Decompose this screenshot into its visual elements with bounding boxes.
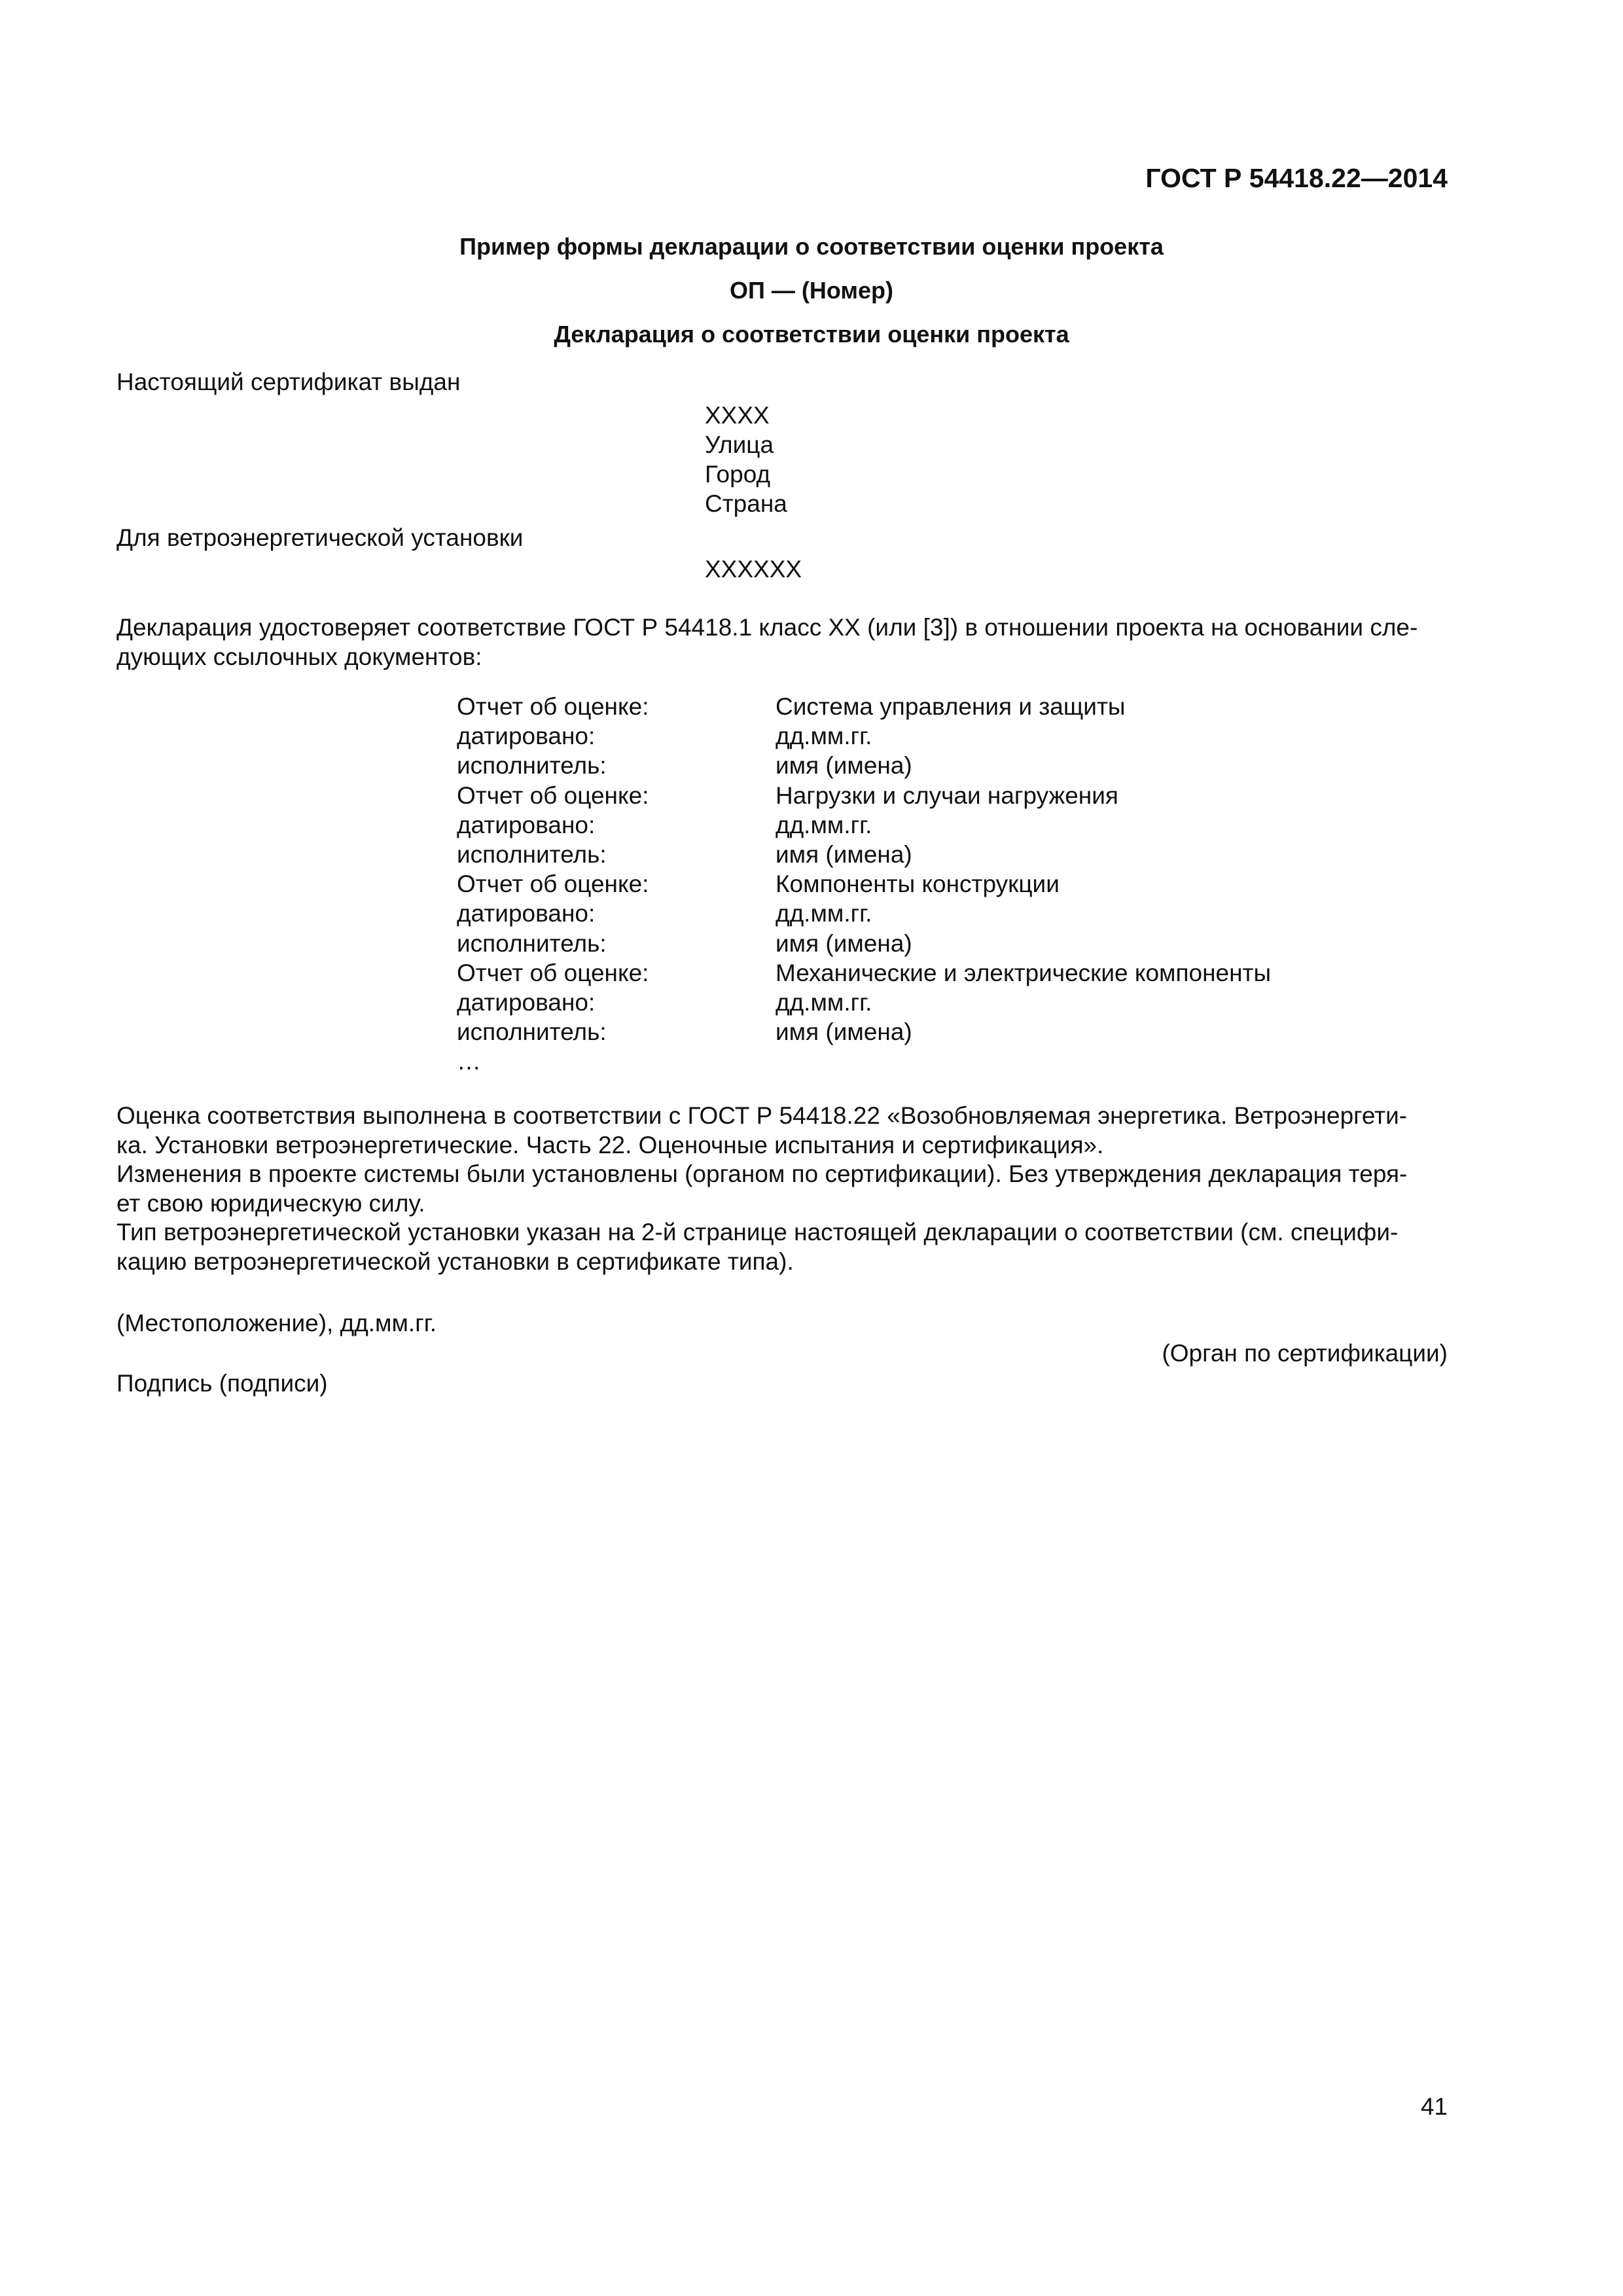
- report-performer: имя (имена): [776, 929, 912, 957]
- address-city: Город: [705, 461, 771, 488]
- issued-to-label: Настоящий сертификат выдан: [116, 368, 461, 395]
- dated-label: датировано:: [457, 723, 596, 750]
- report-label: Отчет об оценке:: [457, 959, 649, 986]
- declaration-title: Декларация о соответствии оценки проекта: [554, 321, 1069, 348]
- performer-label: исполнитель:: [457, 929, 607, 957]
- body-line: Оценка соответствия выполнена в соответствии с ГОСТ Р 54418.22 «Возобновляемая энергетика. Ветроэнергети-: [116, 1102, 1408, 1129]
- body-line: кацию ветроэнергетической установки в сертификате типа).: [116, 1247, 794, 1275]
- dated-label: датировано:: [457, 900, 596, 927]
- report-performer: имя (имена): [776, 841, 912, 869]
- report-date: дд.мм.гг.: [776, 989, 872, 1016]
- body-line: ка. Установки ветроэнергетические. Часть 22. Оценочные испытания и сертификация».: [116, 1131, 1104, 1158]
- report-labels-column: [457, 692, 649, 1077]
- dated-label: датировано:: [457, 811, 596, 838]
- report-subject: Механические и электрические компоненты: [776, 959, 1272, 986]
- report-subject: Нагрузки и случаи нагружения: [776, 781, 1118, 809]
- address-street: Улица: [705, 431, 774, 458]
- report-label: Отчет об оценке:: [457, 781, 649, 809]
- dated-label: датировано:: [457, 989, 596, 1016]
- report-subject: Система управления и защиты: [776, 693, 1126, 720]
- body-line: Изменения в проекте системы были установлены (органом по сертификации). Без утверждения декларация теря-: [116, 1160, 1408, 1187]
- turbine-value: XXXXXX: [705, 556, 802, 583]
- report-performer: имя (имена): [776, 1018, 912, 1046]
- location-date: (Местоположение), дд.мм.гг.: [116, 1310, 437, 1336]
- turbine-label: Для ветроэнергетической установки: [116, 524, 524, 551]
- report-label: Отчет об оценке:: [457, 870, 649, 898]
- form-example-title: Пример формы декларации о соответствии оценки проекта: [459, 233, 1164, 260]
- body-line: ет свою юридическую силу.: [116, 1189, 425, 1217]
- page-number: 41: [1420, 2093, 1448, 2120]
- declaration-line: Декларация удостоверяет соответствие ГОСТ Р 54418.1 класс XX (или [3]) в отношении проекта на основании сле-: [116, 614, 1418, 641]
- performer-label: исполнитель:: [457, 1018, 607, 1046]
- standard-designation: ГОСТ Р 54418.22—2014: [1145, 163, 1448, 193]
- signature-label: Подпись (подписи): [116, 1370, 328, 1397]
- ellipsis: …: [457, 1048, 481, 1075]
- issued-to-address: [705, 401, 787, 518]
- report-values-column: [776, 692, 1271, 1047]
- report-label: Отчет об оценке:: [457, 693, 649, 720]
- address-name: XXXX: [705, 402, 770, 429]
- report-date: дд.мм.гг.: [776, 811, 872, 838]
- conformity-paragraph: [116, 1102, 1438, 1276]
- declaration-line: дующих ссылочных документов:: [116, 643, 482, 670]
- body-line: Тип ветроэнергетической установки указан на 2-й странице настоящей декларации о соответствии (см. специфи-: [116, 1219, 1399, 1246]
- declaration-paragraph: [116, 613, 1438, 672]
- certification-body: (Орган по сертификации): [1162, 1340, 1448, 1367]
- form-number-title: ОП — (Номер): [729, 277, 893, 304]
- performer-label: исполнитель:: [457, 841, 607, 869]
- report-subject: Компоненты конструкции: [776, 870, 1060, 898]
- performer-label: исполнитель:: [457, 752, 607, 780]
- report-date: дд.мм.гг.: [776, 900, 872, 927]
- report-date: дд.мм.гг.: [776, 723, 872, 750]
- report-performer: имя (имена): [776, 752, 912, 780]
- address-country: Страна: [705, 490, 787, 517]
